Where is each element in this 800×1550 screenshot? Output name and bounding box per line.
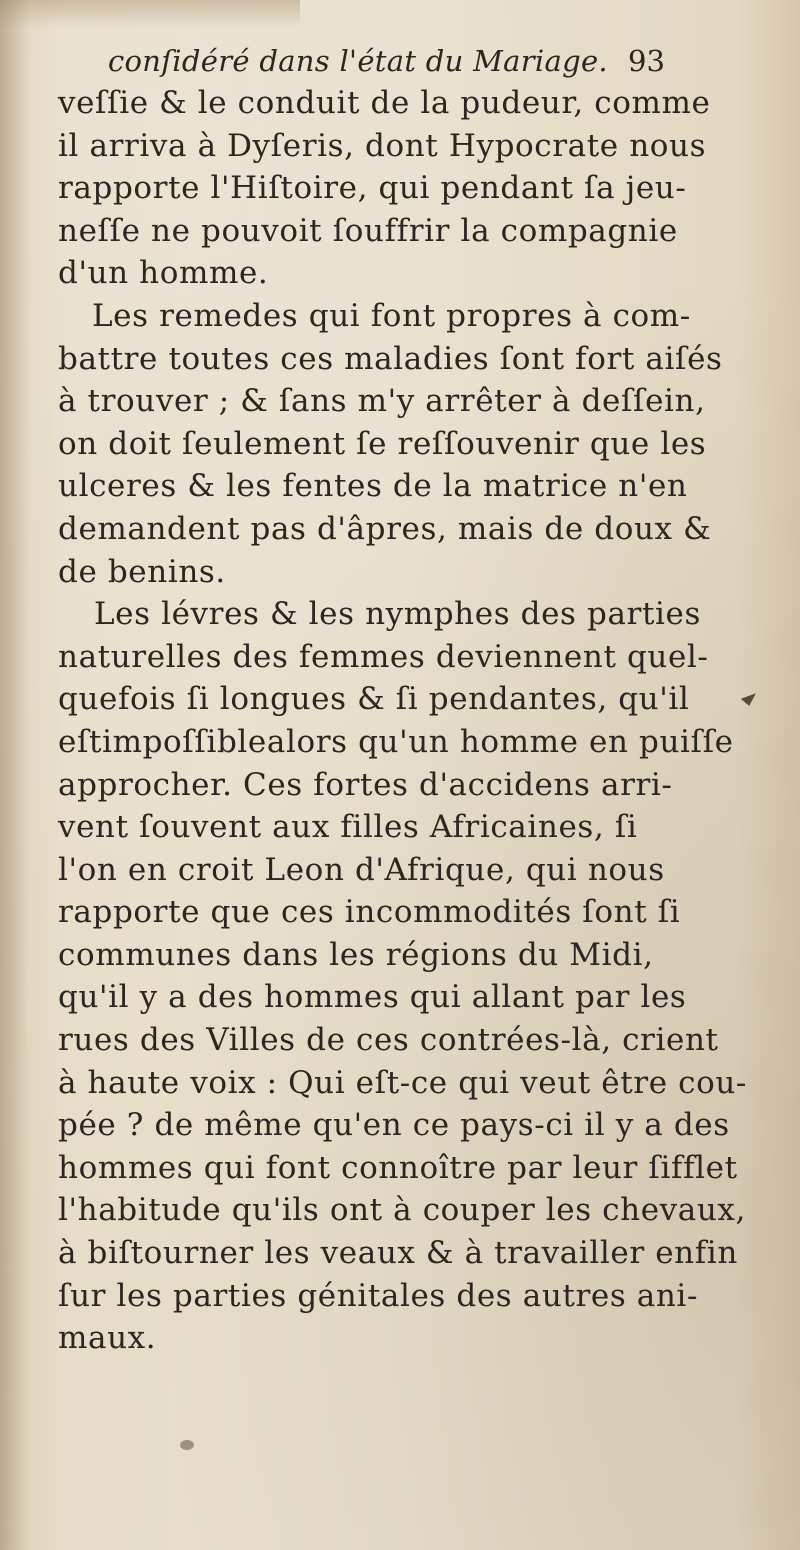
page-number: 93: [628, 44, 665, 78]
text-line: rues des Villes de ces contrées-là, crient: [58, 1022, 719, 1059]
text-line: d'un homme.: [58, 255, 269, 292]
text-line: vent ſouvent aux filles Africaines, ſi: [58, 809, 638, 846]
running-title: conſidéré dans l'état du Mariage.: [108, 44, 608, 78]
text-line: maux.: [58, 1320, 157, 1357]
text-line: rapporte que ces incommodités ſont ſi: [58, 894, 681, 931]
text-line: hommes qui font connoître par leur ſifflet: [58, 1149, 738, 1186]
page-edge-shadow: [0, 0, 30, 1550]
text-line: neſſe ne pouvoit ſouffrir la compagnie: [58, 212, 678, 249]
text-line: demandent pas d'âpres, mais de doux &: [58, 510, 712, 547]
text-line: communes dans les régions du Midi,: [58, 936, 654, 973]
text-line: qu'il y a des hommes qui allant par les: [58, 979, 687, 1016]
page-stain: [0, 0, 300, 28]
text-line: l'on en croit Leon d'Afrique, qui nous: [58, 851, 665, 888]
text-line: veſſie & le conduit de la pudeur, comme: [58, 85, 711, 121]
text-line: ſur les parties génitales des autres ani-: [58, 1277, 699, 1314]
text-line: quefois ſi longues & ſi pendantes, qu'il: [58, 681, 690, 718]
text-line: à biſtourner les veaux & à travailler enfin: [58, 1235, 738, 1272]
text-line: approcher. Ces fortes d'accidens arri-: [58, 766, 673, 803]
text-line: de benins.: [58, 553, 226, 590]
text-line: rapporte l'Hiſtoire, qui pendant ſa jeu-: [58, 170, 687, 207]
text-line: battre toutes ces maladies ſont fort aiſés: [58, 340, 723, 377]
text-line: pée ? de même qu'en ce pays-ci il y a des: [58, 1107, 730, 1144]
paper-speck: [180, 1440, 194, 1450]
body-text: [58, 82, 778, 1360]
text-line: on doit ſeulement ſe reſſouvenir que les: [58, 425, 707, 462]
running-header: [108, 42, 668, 80]
paragraph-start-line: Les remedes qui font propres à com-: [92, 297, 691, 334]
text-line: eſtimpoſſiblealors qu'un homme en puiſſe: [58, 723, 734, 760]
text-line: il arriva à Dyſeris, dont Hypocrate nous: [58, 127, 707, 164]
text-line: l'habitude qu'ils ont à couper les chevaux,: [58, 1192, 746, 1229]
text-line: ulceres & les fentes de la matrice n'en: [58, 468, 688, 505]
text-line: à trouver ; & ſans m'y arrêter à deſſein,: [58, 383, 706, 420]
text-line: à haute voix : Qui eſt-ce qui veut être cou-: [58, 1064, 747, 1101]
text-line: naturelles des femmes deviennent quel-: [58, 638, 709, 675]
paragraph-start-line: Les lévres & les nymphes des parties: [94, 596, 701, 633]
